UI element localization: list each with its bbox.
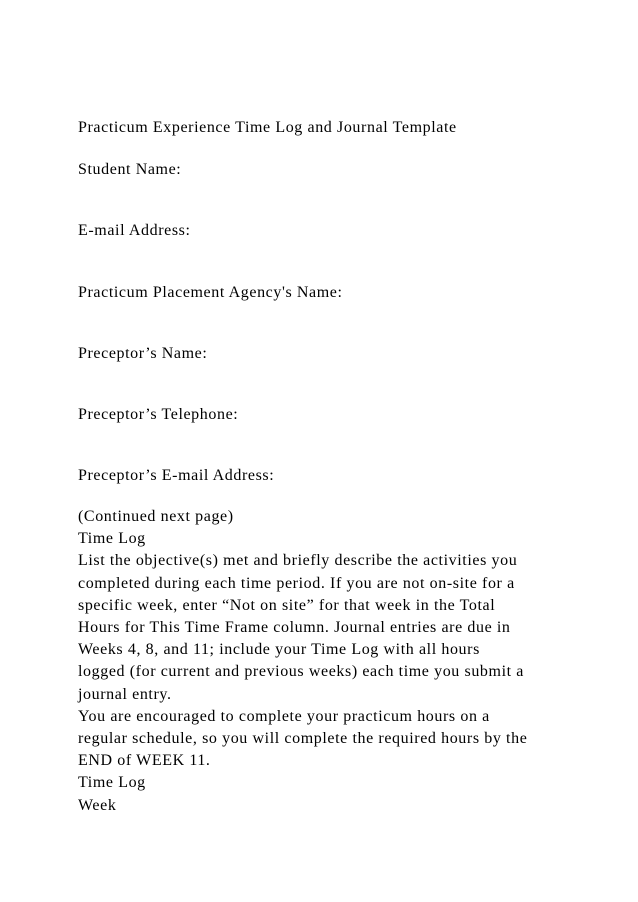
- instruction-line: Weeks 4, 8, and 11; include your Time Log with all hours: [78, 641, 480, 659]
- preceptor-email-field: Preceptor’s E-mail Address:: [78, 467, 275, 484]
- instruction-line: completed during each time period. If you are not on-site for a: [78, 574, 515, 592]
- instruction-line: logged (for current and previous weeks) each time you submit a: [78, 663, 524, 681]
- email-address-field: E-mail Address:: [78, 222, 191, 239]
- encouragement-line: regular schedule, so you will complete the required hours by the: [78, 730, 528, 748]
- encouragement-line: END of WEEK 11.: [78, 752, 211, 770]
- instruction-line: Hours for This Time Frame column. Journal entries are due in: [78, 619, 511, 637]
- preceptor-name-field: Preceptor’s Name:: [78, 345, 208, 362]
- table-header-week: Week: [78, 796, 117, 814]
- section-heading-time-log: Time Log: [78, 530, 146, 548]
- instruction-line: List the objective(s) met and briefly describe the activities you: [78, 552, 518, 570]
- instruction-line: specific week, enter “Not on site” for that week in the Total: [78, 596, 496, 614]
- encouragement-line: You are encouraged to complete your practicum hours on a: [78, 707, 490, 725]
- continued-note: (Continued next page): [78, 508, 234, 525]
- preceptor-telephone-field: Preceptor’s Telephone:: [78, 406, 239, 423]
- instruction-line: journal entry.: [78, 685, 172, 703]
- student-name-field: Student Name:: [78, 161, 182, 178]
- document-title: Practicum Experience Time Log and Journal Template: [78, 119, 457, 136]
- body-text: [78, 506, 568, 817]
- placement-agency-field: Practicum Placement Agency's Name:: [78, 284, 343, 301]
- table-title-time-log: Time Log: [78, 774, 146, 792]
